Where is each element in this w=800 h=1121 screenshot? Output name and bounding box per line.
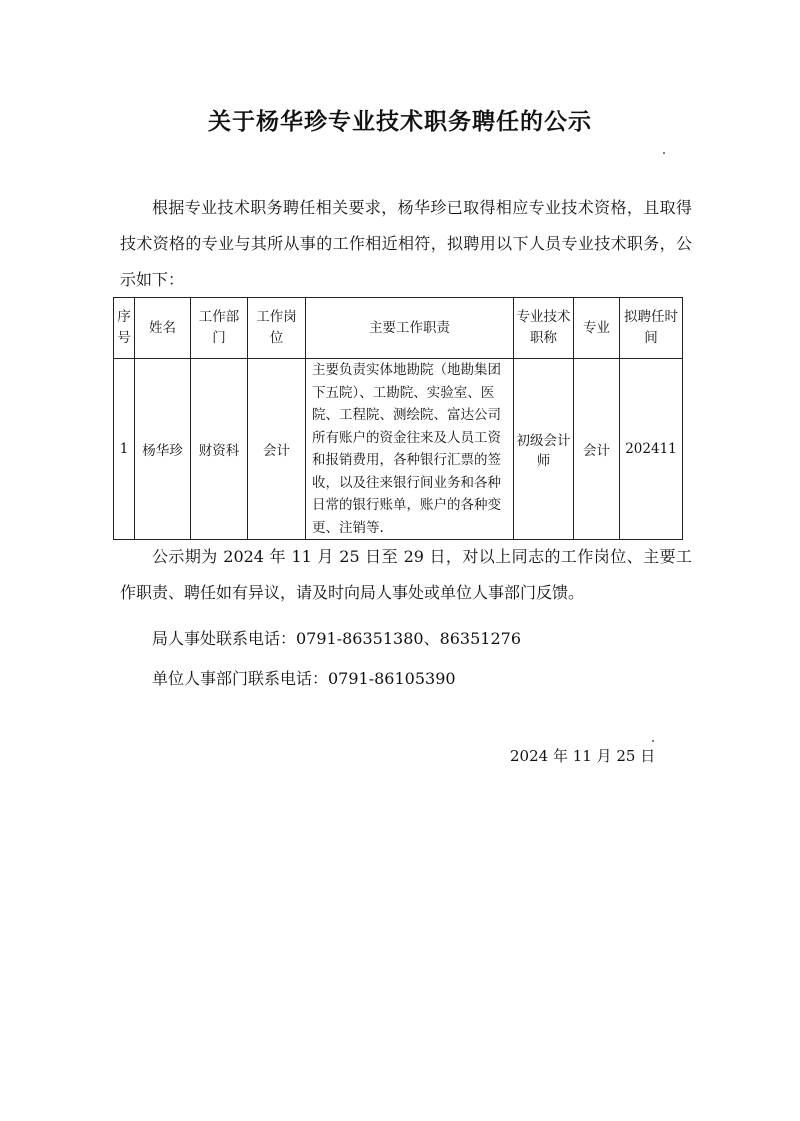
cell-name: 杨华珍 [135,359,191,540]
document-date: 2024 年 11 月 25 日 [510,747,656,765]
header-no: 序号 [114,298,135,359]
cell-post: 会计 [248,359,306,540]
header-name: 姓名 [135,298,191,359]
cell-duties: 主要负责实体地勘院（地勘集团下五院）、工勘院、实验室、医院、工程院、测绘院、富达公司所有账户的资金往来及人员工资和报销费用，各种银行汇票的签收，以及往来银行间业务和各种日常的银行账单，账户的各种变更、注销等. [306,359,514,540]
unit-contact: 单位人事部门联系电话：0791-86105390 [152,669,456,688]
cell-time: 202411 [620,359,683,540]
header-post: 工作岗位 [248,298,306,359]
appointment-table [113,297,683,540]
header-dept: 工作部门 [191,298,248,359]
cell-dept: 财资科 [191,359,248,540]
scan-speck [652,740,654,742]
document-title: 关于杨华珍专业技术职务聘任的公示 [208,109,592,135]
header-duties: 主要工作职责 [306,298,514,359]
scan-speck [663,152,665,154]
header-title: 专业技术职称 [514,298,574,359]
intro-paragraph: 根据专业技术职务聘任相关要求，杨华珍已取得相应专业技术资格，且取得技术资格的专业与其所从事的工作相近相符，拟聘用以下人员专业技术职务，公示如下： [120,198,692,289]
cell-no: 1 [114,359,135,540]
cell-title: 初级会计师 [514,359,574,540]
notice-paragraph: 公示期为 2024 年 11 月 25 日至 29 日，对以上同志的工作岗位、主要工作职责、聘任如有异议，请及时向局人事处或单位人事部门反馈。 [120,547,692,602]
table-row [114,359,683,540]
header-major: 专业 [574,298,620,359]
cell-major: 会计 [574,359,620,540]
bureau-contact: 局人事处联系电话：0791-86351380、86351276 [152,629,522,648]
table-header-row [114,298,683,359]
header-time: 拟聘任时间 [620,298,683,359]
